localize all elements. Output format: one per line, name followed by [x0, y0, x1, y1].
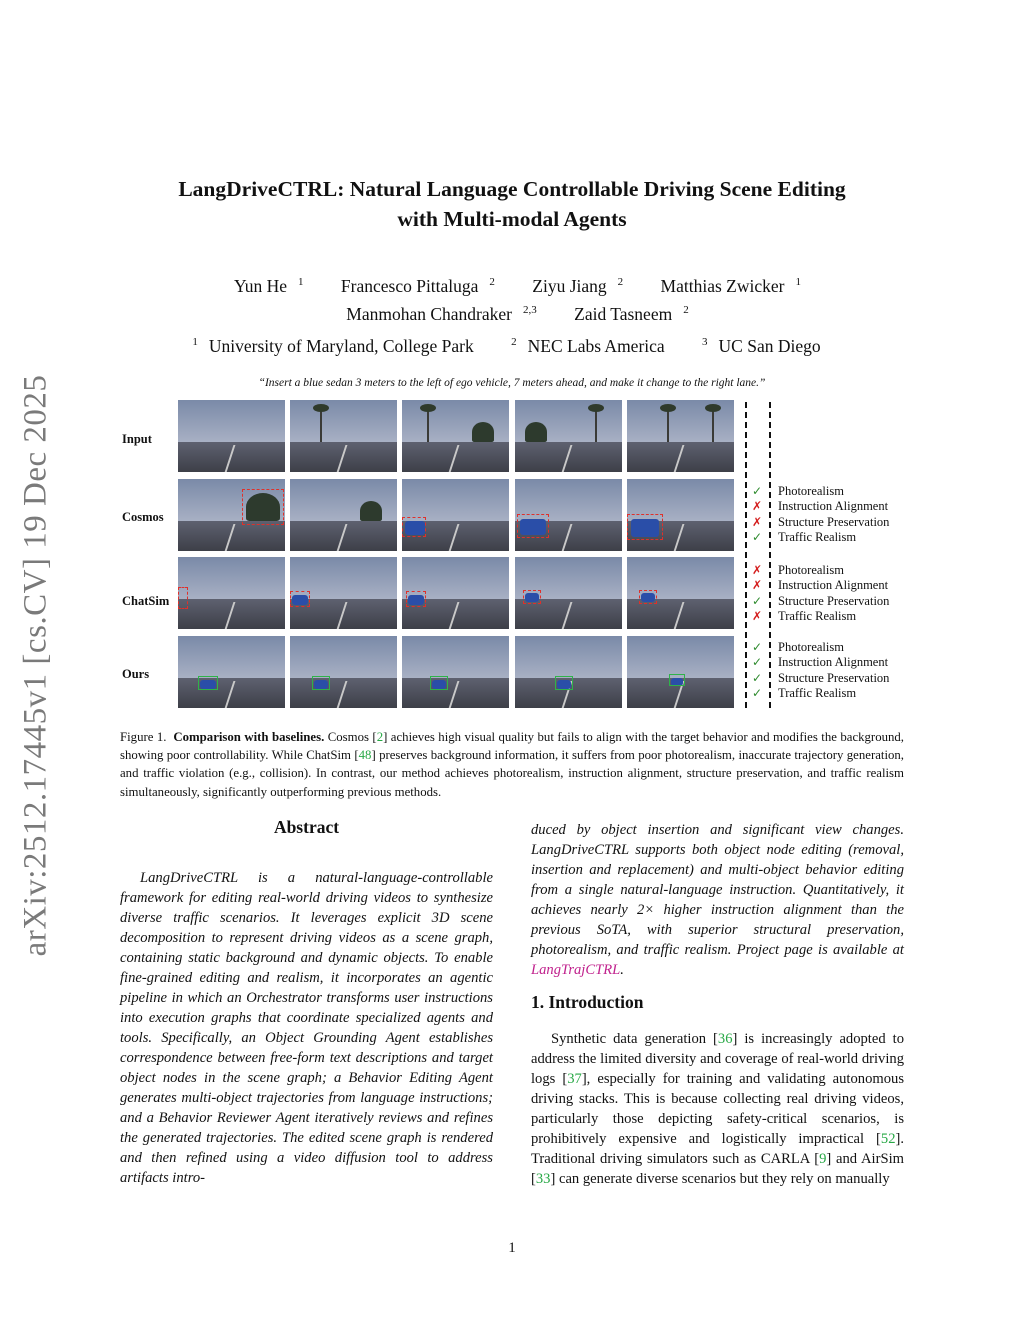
citation-link[interactable]: 48: [358, 748, 372, 763]
arxiv-stamp-text: arXiv:2512.17445v1 [cs.CV] 19 Dec 2025: [17, 374, 54, 956]
arxiv-stamp: [8, 370, 64, 960]
title-line-2: with Multi-modal Agents: [397, 207, 627, 231]
driving-frame-image: [290, 636, 397, 708]
abstract-body-right: duced by object insertion and significant view changes. LangDriveCTRL supports both object node editing (removal, insertion and replacement) and multi-object behavior editing from a single natural-language instruction. Quantitatively, it achieves nearly 2× higher instruction alignment than the previous SoTA, with superior structural preservation, photorealism, and traffic realism. Project page is available at LangTrajCTRL.: [531, 822, 904, 978]
criterion-label: Structure Preservation: [778, 593, 890, 608]
driving-frame-image: [515, 636, 622, 708]
title-line-1: LangDriveCTRL: Natural Language Controllable Driving Scene Editing: [178, 177, 846, 201]
check-icon: ✓: [751, 655, 763, 670]
driving-frame-image: [290, 400, 397, 472]
cosmos-marks: [750, 484, 764, 545]
chatsim-marks: [750, 563, 764, 624]
citation-link[interactable]: 36: [717, 1031, 733, 1047]
driving-frame-image: [402, 400, 509, 472]
affiliation: $^2$ NEC Labs America: [511, 336, 665, 356]
abstract-heading: Abstract: [273, 817, 340, 837]
row-label-ours: Ours: [122, 667, 150, 681]
introduction-body: Synthetic data generation [36] is increasingly adopted to address the limited diversity and coverage of real-world driving logs [37], especially for training and validating autonomous driving stacks. This is because collecting real driving videos, particularly those depicting safety-critical scenarios, is prohibitively expensive and logistically impractical [52]. Traditional driving simulators such as CARLA [9] and AirSim [33] can generate diverse scenarios but they rely on manually: [531, 1031, 904, 1187]
criterion-label: Photorealism: [778, 640, 844, 654]
author: Francesco Pittaluga $^2$: [340, 275, 495, 296]
driving-frame-image: [178, 636, 285, 708]
citation-link[interactable]: 2: [376, 730, 384, 744]
cross-icon: ✗: [751, 563, 763, 577]
author: Zaid Tasneem $^2$: [574, 303, 689, 324]
driving-frame-image: [178, 479, 285, 551]
citation-link[interactable]: 33: [535, 1171, 551, 1187]
driving-frame-image: [290, 479, 397, 551]
driving-frame-image: [402, 479, 509, 551]
row-label-cosmos: Cosmos: [122, 510, 164, 524]
check-icon: ✓: [751, 685, 763, 700]
paper-title: [100, 174, 924, 234]
driving-frame-image: [627, 636, 734, 708]
author: Yun He $^1$: [234, 275, 304, 296]
project-page-link[interactable]: LangTrajCTRL: [531, 962, 621, 978]
cross-icon: ✗: [751, 514, 763, 529]
check-icon: ✓: [751, 670, 763, 685]
affiliation: $^3$ UC San Diego: [702, 336, 821, 356]
check-icon: ✓: [751, 593, 763, 608]
cross-icon: ✗: [751, 608, 763, 623]
criterion-label: Instruction Alignment: [778, 499, 889, 514]
driving-frame-image: [515, 557, 622, 629]
driving-frame-image: [515, 400, 622, 472]
criterion-label: Traffic Realism: [778, 608, 857, 623]
driving-frame-image: [627, 557, 734, 629]
driving-frame-image: [290, 557, 397, 629]
driving-frame-image: [178, 557, 285, 629]
author: Ziyu Jiang $^2$: [532, 275, 624, 296]
citation-link[interactable]: 9: [819, 1151, 827, 1167]
cross-icon: ✗: [751, 578, 763, 593]
figure-prompt: “Insert a blue sedan 3 meters to the left of ego vehicle, 7 meters ahead, and make it change to the right lane.”: [258, 377, 766, 389]
criterion-label: Structure Preservation: [778, 670, 890, 685]
author: Manmohan Chandraker $^{2,3}$: [346, 303, 537, 324]
driving-frame-image: [627, 400, 734, 472]
driving-frame-image: [515, 479, 622, 551]
driving-frame-image: [402, 636, 509, 708]
ours-criteria: [778, 640, 889, 701]
affiliation-list: [100, 336, 924, 357]
author: Matthias Zwicker $^1$: [660, 275, 801, 296]
author-list: [100, 270, 924, 326]
row-label-chatsim: ChatSim: [122, 594, 170, 608]
check-icon: ✓: [751, 484, 763, 498]
ours-marks: [750, 640, 764, 701]
cross-icon: ✗: [751, 499, 763, 514]
abstract-body-left: LangDriveCTRL is a natural-language-controllable framework for editing real-world driving videos to synthesize diverse traffic scenarios. It leverages explicit 3D scene decomposition to represent driving videos as a scene graph, containing static background and dynamic objects. To enable fine-grained editing and realism, it incorporates an agentic pipeline in which an Orchestrator transforms user instructions into execution graphs that coordinate specialized agents and tools. Specifically, an Object Grounding Agent establishes correspondence between free-form text descriptions and target object nodes in the scene graph; a Behavior Editing Agent generates multi-object trajectories from language instructions; and a Behavior Reviewer Agent iteratively reviews and refines the generated trajectories. The edited scene graph is rendered and then refined using a video diffusion tool to address artifacts intro-: [120, 870, 493, 1186]
criterion-label: Instruction Alignment: [778, 655, 889, 670]
criterion-label: Traffic Realism: [778, 685, 857, 700]
criterion-label: Photorealism: [778, 484, 844, 498]
chatsim-criteria: [778, 563, 889, 624]
dashed-separator: [745, 402, 747, 708]
criterion-label: Structure Preservation: [778, 514, 890, 529]
introduction-heading: 1. Introduction: [531, 992, 644, 1012]
figure-caption: Figure 1. Comparison with baselines. Cosmos [2] achieves high visual quality but fails to align with the target behavior and modifies the background, showing poor controllability. While ChatSim [48] preserves background information, it suffers from poor photorealism, inaccurate trajectory generation, and traffic violation (e.g., collision). In contrast, our method achieves photorealism, instruction alignment, structure preservation, and traffic realism simultaneously, significantly outperforming previous methods.: [120, 730, 904, 799]
check-icon: ✓: [751, 529, 763, 544]
page-number: 1: [508, 1240, 516, 1256]
criterion-label: Photorealism: [778, 563, 844, 577]
criterion-label: Traffic Realism: [778, 529, 857, 544]
citation-link[interactable]: 37: [567, 1071, 582, 1087]
driving-frame-image: [178, 400, 285, 472]
driving-frame-image: [627, 479, 734, 551]
driving-frame-image: [402, 557, 509, 629]
check-icon: ✓: [751, 640, 763, 654]
affiliation: $^1$ University of Maryland, College Park: [192, 336, 474, 356]
dashed-separator: [769, 402, 771, 708]
row-label-input: Input: [122, 432, 152, 446]
cosmos-criteria: [778, 484, 889, 545]
citation-link[interactable]: 52: [880, 1131, 896, 1147]
criterion-label: Instruction Alignment: [778, 578, 889, 593]
